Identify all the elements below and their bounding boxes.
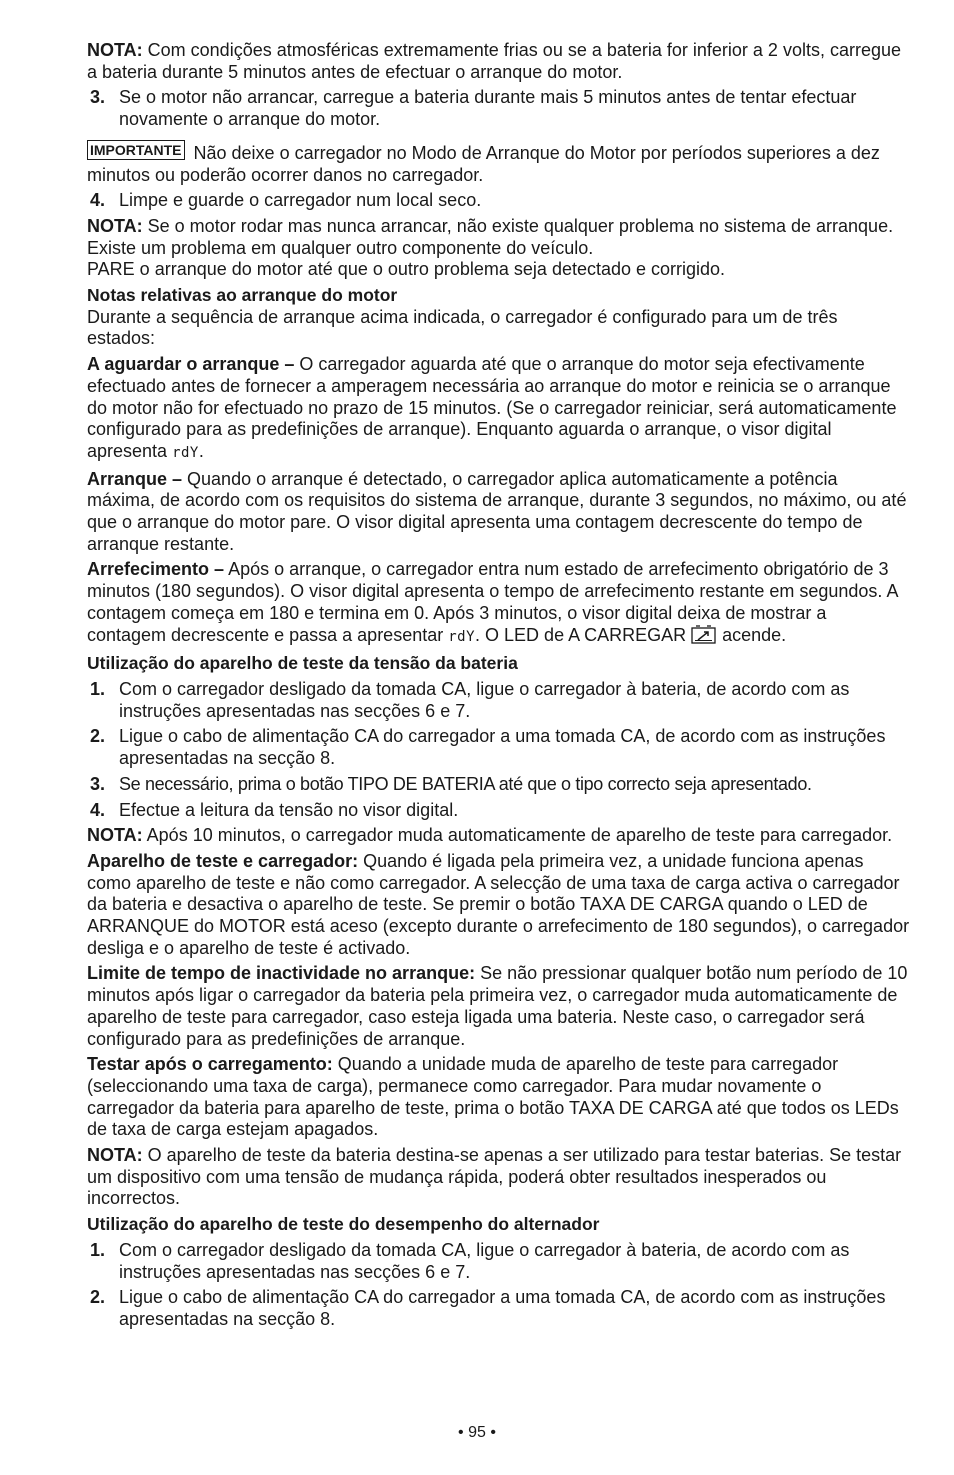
list-item bbox=[87, 1240, 910, 1283]
nota-text: Após 10 minutos, o carregador muda automaticamente de aparelho de teste para carregador. bbox=[142, 825, 893, 846]
nota-text: Com condições atmosféricas extremamente frias ou se a bateria for inferior a 2 volts, carregue a bateria durante 5 minutos antes de efectuar o arranque do motor. bbox=[87, 40, 901, 82]
section-heading-alternador: Utilização do aparelho de teste do desempenho do alternador bbox=[87, 1214, 600, 1235]
testar-paragraph bbox=[87, 1054, 910, 1141]
page-number: • 95 • bbox=[458, 1424, 496, 1441]
step-number: 1. bbox=[90, 678, 106, 699]
state-text: Quando o arranque é detectado, o carregador aplica automaticamente a potência máxima, de acordo com os requisitos do sistema de arranque, durante 3 segundos, no máximo, ou até que o arranque do motor pare. O visor digital apresenta uma contagem decrescente do tempo de arranque restante. bbox=[87, 468, 907, 554]
step-number: 3. bbox=[90, 773, 106, 794]
importante-text: Não deixe o carregador no Modo de Arranque do Motor por períodos superiores a dez minutos ou poderão ocorrer danos no carregador. bbox=[87, 142, 880, 185]
paragraph-label: Limite de tempo de inactividade no arranque: bbox=[87, 963, 476, 984]
step-text: Efectue a leitura da tensão no visor digital. bbox=[119, 799, 459, 820]
paragraph-label: Aparelho de teste e carregador: bbox=[87, 850, 359, 871]
state-label: Arranque – bbox=[87, 468, 183, 489]
step-number: 4. bbox=[90, 190, 106, 211]
list-item bbox=[87, 800, 910, 822]
notas-arranque-intro: Durante a sequência de arranque acima indicada, o carregador é configurado para um de três estados: bbox=[87, 306, 838, 349]
step-text: Se necessário, prima o botão TIPO DE BATERIA até que o tipo correcto seja apresentado. bbox=[119, 773, 812, 794]
step-number: 1. bbox=[90, 1239, 106, 1260]
state-text: Após o arranque, o carregador entra num estado de arrefecimento obrigatório de 3 minutos (180 segundos). O visor digital apresenta o tempo de arrefecimento restante em segundos. A contagem começa em 180 e termina em 0. Após 3 minutos, o visor digital deixa de mostrar a contagem decrescente e passa a apresentar bbox=[87, 559, 898, 645]
display-rdy-readout: rdY bbox=[448, 628, 476, 645]
state-arrefecimento bbox=[87, 559, 910, 649]
limite-paragraph bbox=[87, 963, 910, 1050]
nota-label: NOTA: bbox=[87, 1145, 143, 1166]
paragraph-text: Se não pressionar qualquer botão num período de 10 minutos após ligar o carregador da bateria pela primeira vez, o carregador muda automaticamente de aparelho de teste para carregador, caso esteja ligada uma bateria. Neste caso, o carregador será configurado para as predefinições de arranque. bbox=[87, 963, 908, 1049]
nota-label: NOTA: bbox=[87, 215, 143, 236]
list-item bbox=[87, 726, 910, 769]
alternador-list bbox=[87, 1240, 910, 1331]
nota-engine-cranks bbox=[87, 216, 910, 281]
list-item bbox=[87, 1287, 910, 1330]
state-aguardar bbox=[87, 354, 910, 465]
punctuation: . bbox=[198, 440, 204, 461]
nota-label: NOTA: bbox=[87, 825, 143, 846]
nota-text: O aparelho de teste da bateria destina-se apenas a ser utilizado para testar baterias. Se testar um dispositivo com uma tensão de mudança rápida, poderá obter resultados inesperados ou incorrectos. bbox=[87, 1145, 902, 1209]
list-item bbox=[87, 679, 910, 722]
state-text: O carregador aguarda até que o arranque do motor seja efectivamente efectuado antes de fornecer a amperagem necessária ao arranque do motor e reinicia se o arranque do motor não for efectuado no prazo de 15 minutos. (Se o carregador reiniciar, será automaticamente configurado para as predefinições de arranque). Enquanto aguarda o arranque, o visor digital apresenta bbox=[87, 354, 897, 461]
nota-tester-use bbox=[87, 1145, 910, 1210]
list-item-step-4 bbox=[87, 190, 910, 212]
nota-stop-text: PARE o arranque do motor até que o outro problema seja detectado e corrigido. bbox=[87, 259, 726, 280]
section-heading-teste-tensao: Utilização do aparelho de teste da tensão da bateria bbox=[87, 653, 518, 674]
step-text: Limpe e guarde o carregador num local seco. bbox=[119, 190, 482, 211]
importante-warning bbox=[87, 140, 910, 186]
state-label: Arrefecimento – bbox=[87, 559, 225, 580]
nota-label: NOTA: bbox=[87, 40, 143, 60]
importante-badge: IMPORTANTE bbox=[87, 140, 185, 160]
list-item-step-3 bbox=[87, 87, 910, 130]
list-item bbox=[87, 774, 910, 796]
step-number: 2. bbox=[90, 726, 106, 747]
paragraph-label: Testar após o carregamento: bbox=[87, 1054, 333, 1075]
step-number: 3. bbox=[90, 87, 106, 108]
step-number: 4. bbox=[90, 799, 106, 820]
step-number: 2. bbox=[90, 1287, 106, 1308]
charging-led-icon bbox=[691, 625, 717, 650]
step-text: Ligue o cabo de alimentação CA do carregador a uma tomada CA, de acordo com as instruções apresentadas na secção 8. bbox=[119, 1287, 886, 1329]
state-arranque bbox=[87, 469, 910, 556]
paragraph-text: Quando é ligada pela primeira vez, a unidade funciona apenas como aparelho de teste e não como carregador. A selecção de uma taxa de carga activa o carregador da bateria e desactiva o aparelho de teste. Se premir o botão TAXA DE CARGA quando o LED de ARRANQUE do MOTOR está aceso (excepto durante o arrefecimento de 180 segundos), o carregador desliga e o aparelho de teste é activado. bbox=[87, 850, 910, 958]
display-rdy-readout: rdY bbox=[172, 444, 199, 461]
nota-auto-switch bbox=[87, 825, 910, 847]
state-text-mid: . O LED de A CARREGAR bbox=[475, 624, 692, 645]
step-text: Com o carregador desligado da tomada CA, ligue o carregador à bateria, de acordo com as instruções apresentadas nas secções 6 e 7. bbox=[119, 1239, 850, 1282]
nota-text: Se o motor rodar mas nunca arrancar, não existe qualquer problema no sistema de arranque. Existe um problema em qualquer outro componente do veículo. bbox=[87, 215, 894, 258]
aparelho-paragraph bbox=[87, 851, 910, 960]
state-label: A aguardar o arranque – bbox=[87, 354, 295, 375]
step-text: Se o motor não arrancar, carregue a bateria durante mais 5 minutos antes de tentar efectuar novamente o arranque do motor. bbox=[119, 87, 857, 130]
section-heading-notas-arranque: Notas relativas ao arranque do motor bbox=[87, 285, 398, 306]
paragraph-text: Quando a unidade muda de aparelho de teste para carregador (seleccionando uma taxa de carga), permanece como carregador. Para mudar novamente o carregador da bateria para aparelho de teste, prima o botão TAXA DE CARGA até que todos os LEDs de taxa de carga estejam apagados. bbox=[87, 1054, 899, 1140]
step-text: Com o carregador desligado da tomada CA, ligue o carregador à bateria, de acordo com as instruções apresentadas nas secções 6 e 7. bbox=[119, 678, 850, 721]
teste-tensao-list bbox=[87, 679, 910, 821]
nota-cold-weather bbox=[87, 40, 910, 83]
state-text-end: acende. bbox=[717, 624, 787, 645]
step-text: Ligue o cabo de alimentação CA do carregador a uma tomada CA, de acordo com as instruções apresentadas na secção 8. bbox=[119, 726, 886, 769]
